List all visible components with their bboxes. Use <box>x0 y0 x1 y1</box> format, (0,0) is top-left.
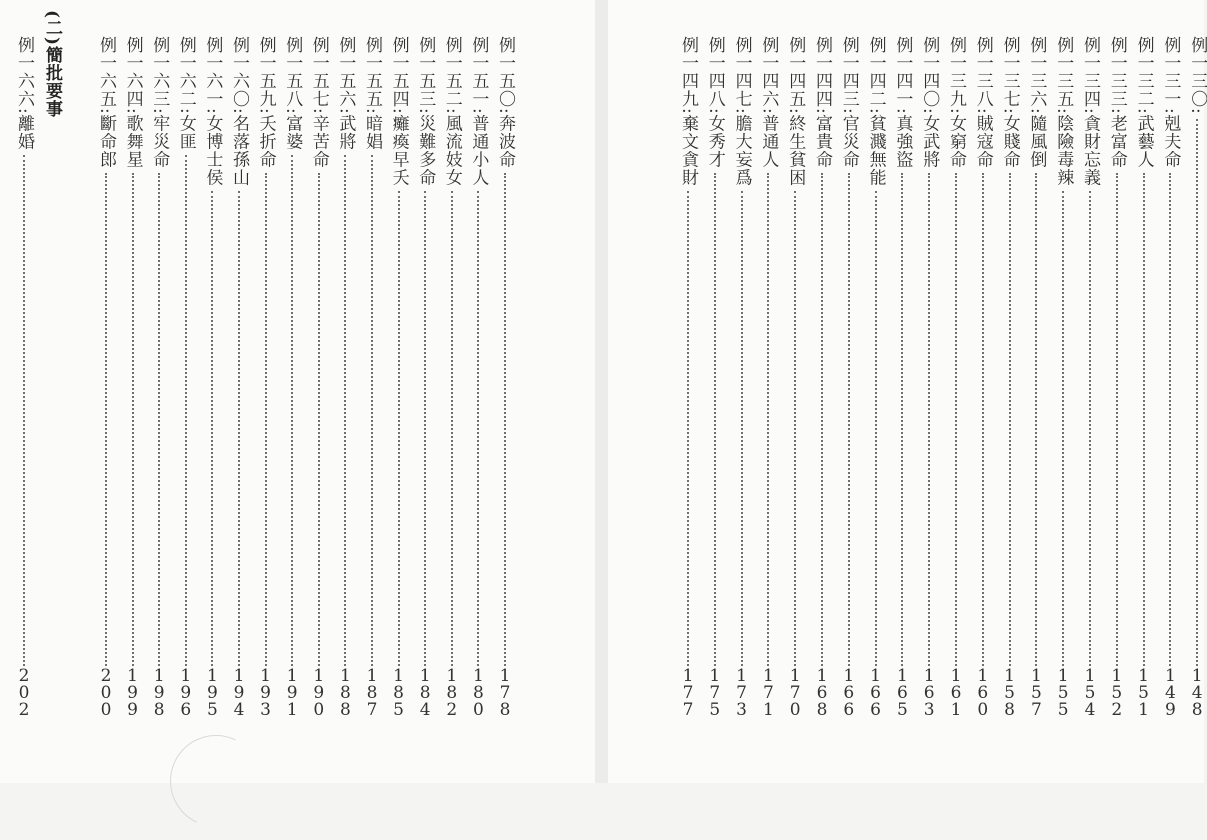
toc-entry[interactable] <box>96 36 116 736</box>
toc-entry-title: 例一四九:棄文貪財 <box>678 36 698 187</box>
toc-entry-title: 例一四八:女秀才 <box>704 36 725 169</box>
toc-leader-dots <box>1089 191 1091 666</box>
toc-entry[interactable] <box>1053 36 1073 736</box>
toc-entry-title: 例一三七:女賤命 <box>999 36 1020 169</box>
toc-entry[interactable] <box>335 36 355 736</box>
toc-page-number: 1 7 1 <box>762 666 774 720</box>
toc-entry[interactable] <box>1187 36 1207 736</box>
toc-page-number: 1 8 8 <box>339 666 351 720</box>
toc-leader-dots <box>714 173 716 666</box>
toc-leader-dots <box>1116 173 1118 666</box>
toc-page-number: 1 8 5 <box>393 666 404 720</box>
toc-entry[interactable] <box>14 36 34 736</box>
toc-entry[interactable] <box>389 36 409 736</box>
toc-leader-dots <box>1196 119 1198 666</box>
toc-leader-dots <box>185 155 187 666</box>
toc-page-number: 1 5 2 <box>1111 666 1123 720</box>
toc-leader-dots <box>132 173 134 666</box>
toc-entry-title: 例一五六:武將 <box>335 36 356 151</box>
toc-page-number: 1 6 1 <box>950 666 962 720</box>
toc-entry-title: 例一四六:普通人 <box>758 36 779 169</box>
toc-entry[interactable] <box>1107 36 1127 736</box>
toc-entry-title: 例一三六:隨風倒 <box>1026 36 1047 169</box>
toc-entry[interactable] <box>946 36 966 736</box>
toc-page-number: 1 6 5 <box>896 666 908 720</box>
toc-leader-dots <box>767 173 769 666</box>
toc-entry[interactable] <box>468 36 488 736</box>
toc-entry-title: 例一五七:辛苦命 <box>308 36 329 169</box>
toc-entry-title: 例一三二:武藝人 <box>1133 36 1154 169</box>
toc-entry[interactable] <box>1026 36 1046 736</box>
toc-page-number: 1 9 5 <box>206 666 218 720</box>
toc-entry-title: 例一四五:終生貧困 <box>785 36 806 187</box>
toc-entry-title: 例一五一:普通小人 <box>468 36 489 187</box>
toc-entry-title: 例一三〇: <box>1187 36 1207 115</box>
toc-leader-dots <box>371 155 373 666</box>
toc-page-number: 1 7 5 <box>709 666 721 720</box>
toc-page-number: 1 5 7 <box>1030 666 1042 720</box>
toc-leader-dots <box>1169 173 1171 666</box>
toc-page-number: 1 5 5 <box>1057 666 1069 720</box>
toc-entry[interactable] <box>1160 36 1180 736</box>
toc-entry-title: 例一三八:賊寇命 <box>972 36 993 169</box>
toc-entry-title: 例一六二:女匪 <box>175 36 196 151</box>
toc-entry[interactable] <box>282 36 302 736</box>
toc-entry[interactable] <box>1134 36 1154 736</box>
toc-entry[interactable] <box>892 36 912 736</box>
toc-page-number: 1 6 6 <box>870 666 881 720</box>
toc-entry[interactable] <box>123 36 143 736</box>
toc-leader-dots <box>318 173 320 666</box>
toc-entry[interactable] <box>442 36 462 736</box>
toc-entry[interactable] <box>229 36 249 736</box>
right-page <box>608 0 1207 783</box>
toc-entry-title: 例一五八:富婆 <box>282 36 303 151</box>
toc-leader-dots <box>265 173 267 666</box>
toc-leader-dots <box>105 173 107 666</box>
toc-page-number: 1 9 3 <box>260 666 271 720</box>
toc-leader-dots <box>451 191 453 666</box>
toc-page-number: 1 8 4 <box>419 666 431 720</box>
toc-entry-title: 例一三一:剋夫命 <box>1160 36 1181 169</box>
toc-entry[interactable] <box>973 36 993 736</box>
toc-entry[interactable] <box>1080 36 1100 736</box>
toc-leader-dots <box>687 191 689 666</box>
toc-entry[interactable] <box>176 36 196 736</box>
toc-entry-title: 例一五三:災難多命 <box>415 36 436 187</box>
toc-page-number: 1 5 8 <box>1004 666 1015 720</box>
toc-entry[interactable] <box>362 36 382 736</box>
toc-entry[interactable] <box>866 36 886 736</box>
toc-page-number: 1 5 4 <box>1084 666 1096 720</box>
toc-page-number: 1 7 3 <box>736 666 747 720</box>
toc-page-number: 1 9 6 <box>180 666 192 720</box>
toc-page-number: 1 7 0 <box>789 666 801 720</box>
toc-page-number: 1 9 1 <box>286 666 298 720</box>
toc-page-number: 1 9 4 <box>233 666 245 720</box>
toc-leader-dots <box>1143 173 1145 666</box>
toc-entry-title: 例一六四:歌舞星 <box>122 36 143 169</box>
toc-entry[interactable] <box>732 36 752 736</box>
toc-leader-dots <box>1009 173 1011 666</box>
toc-page-number: 2 0 0 <box>100 666 112 720</box>
toc-entry-title: 例一五九:夭折命 <box>255 36 276 169</box>
toc-page-number: 1 7 7 <box>682 666 694 720</box>
toc-entry[interactable] <box>705 36 725 736</box>
toc-leader-dots <box>238 191 240 666</box>
toc-entry-title: 例一五五:暗娼 <box>362 36 382 151</box>
toc-entry-title: 例一四四:富貴命 <box>812 36 832 169</box>
toc-page-number: 1 7 8 <box>499 666 511 720</box>
toc-leader-dots <box>821 173 823 666</box>
toc-leader-dots <box>982 173 984 666</box>
toc-entry[interactable] <box>678 36 698 736</box>
toc-page-number: 1 4 9 <box>1164 666 1176 720</box>
toc-entry[interactable] <box>919 36 939 736</box>
toc-entry[interactable] <box>149 36 169 736</box>
toc-entry[interactable] <box>785 36 805 736</box>
toc-leader-dots <box>928 173 930 666</box>
toc-leader-dots <box>211 191 213 666</box>
toc-page-number: 1 9 9 <box>127 666 138 720</box>
toc-page-number: 1 8 0 <box>472 666 484 720</box>
toc-leader-dots <box>875 191 877 666</box>
toc-leader-dots <box>955 173 957 666</box>
toc-leader-dots <box>504 173 506 666</box>
toc-entry-title: 例一三四:貪財忘義 <box>1080 36 1100 187</box>
toc-leader-dots <box>424 191 426 666</box>
toc-entry-title: 例一三九:女窮命 <box>946 36 966 169</box>
toc-leader-dots <box>901 173 903 666</box>
toc-page-number: 1 6 3 <box>923 666 935 720</box>
toc-entry-title: 例一四三:官災命 <box>838 36 859 169</box>
toc-entry[interactable] <box>309 36 329 736</box>
toc-entry-title: 例一五四:癱瘓早夭 <box>388 36 409 187</box>
toc-leader-dots <box>291 155 293 666</box>
toc-page-number: 1 6 6 <box>843 666 855 720</box>
toc-entry-title: 例一六六:離婚 <box>14 36 34 151</box>
toc-entry[interactable] <box>812 36 832 736</box>
toc-leader-dots <box>794 191 796 666</box>
toc-leader-dots <box>741 191 743 666</box>
toc-entry[interactable] <box>495 36 515 736</box>
toc-leader-dots <box>158 173 160 666</box>
toc-entry-title: 例一五〇:奔波命 <box>495 36 515 169</box>
toc-entry-title: 例一四七:膽大妄爲 <box>731 36 752 187</box>
toc-leader-dots <box>1035 173 1037 666</box>
toc-entry-title: 例一六三:牢災命 <box>149 36 170 169</box>
toc-page-number: 1 4 8 <box>1191 666 1203 720</box>
toc-entry[interactable] <box>758 36 778 736</box>
toc-page-number: 1 8 7 <box>366 666 378 720</box>
toc-entry[interactable] <box>1000 36 1020 736</box>
toc-entry-title: 例一三五:陰險毒辣 <box>1053 36 1074 187</box>
toc-page-number: 1 6 0 <box>977 666 989 720</box>
toc-entry[interactable] <box>202 36 222 736</box>
toc-leader-dots <box>344 155 346 666</box>
toc-entry-title: 例一六五:斷命郎 <box>96 36 116 169</box>
toc-entry-title: 例一四二:貧濺無能 <box>865 36 886 187</box>
toc-page-number: 2 0 2 <box>18 666 30 720</box>
left-page <box>0 0 595 783</box>
toc-entry-title: 例一六一:女博士侯 <box>202 36 223 187</box>
toc-leader-dots <box>477 191 479 666</box>
toc-entry-title: 例一五二:風流妓女 <box>441 36 462 187</box>
toc-leader-dots <box>398 191 400 666</box>
toc-page-number: 1 9 0 <box>313 666 325 720</box>
toc-entry-title: 例一四〇:女武將 <box>919 36 940 169</box>
toc-leader-dots <box>848 173 850 666</box>
toc-entry[interactable] <box>415 36 435 736</box>
section-heading: (二)簡批要事 <box>42 10 62 119</box>
toc-leader-dots <box>1062 191 1064 666</box>
toc-page-number: 1 5 1 <box>1138 666 1149 720</box>
toc-page-number: 1 9 8 <box>153 666 165 720</box>
toc-entry-title: 例一三三:老富命 <box>1106 36 1127 169</box>
toc-entry-title: 例一四一:真強盜 <box>892 36 913 169</box>
toc-leader-dots <box>23 155 25 666</box>
toc-entry-title: 例一六〇:名落孫山 <box>229 36 249 187</box>
toc-page-number: 1 8 2 <box>446 666 458 720</box>
toc-entry[interactable] <box>839 36 859 736</box>
toc-entry[interactable] <box>256 36 276 736</box>
toc-page-number: 1 6 8 <box>816 666 828 720</box>
book-gutter <box>595 0 608 783</box>
